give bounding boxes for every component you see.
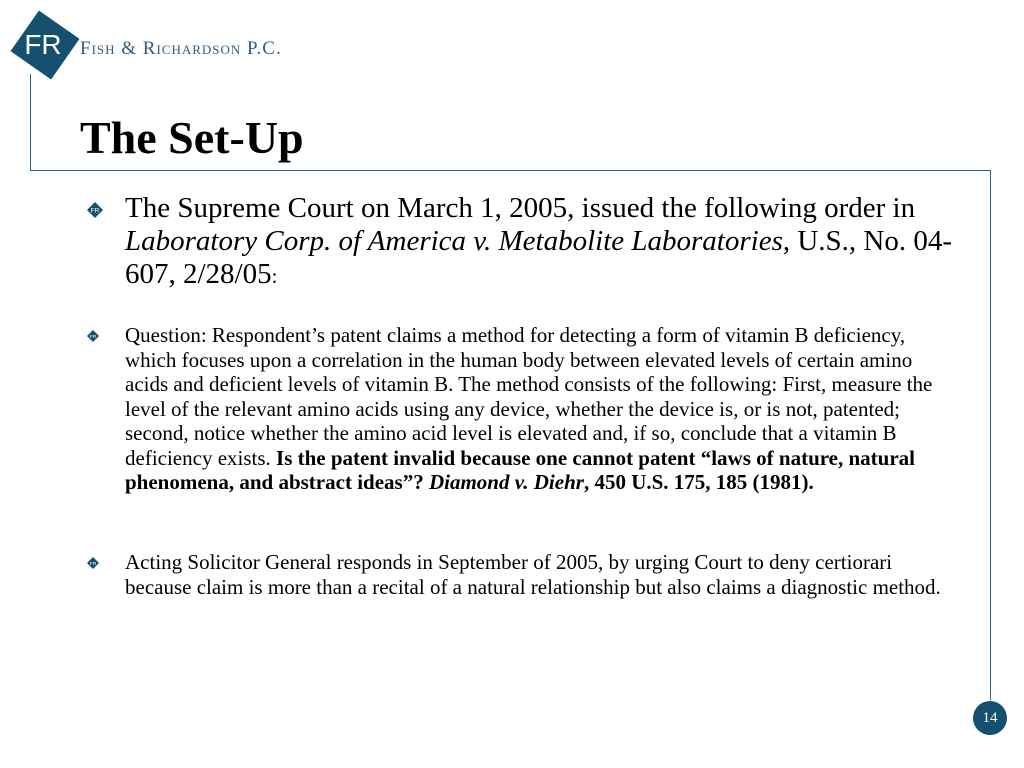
page-number-badge: 14 [973, 701, 1007, 735]
slide-title: The Set-Up [80, 112, 304, 163]
bullet-3-text: Acting Solicitor General responds in September of 2005, by urging Court to deny certiorari because claim is more than a recital of a natural relationship but also claims a diagnostic method. [125, 550, 941, 599]
fr-logo-bullet-icon [87, 330, 99, 342]
bullet-1-case-name: Laboratory Corp. of America v. Metabolite Laboratories [125, 225, 783, 257]
frame-line-left [30, 74, 31, 170]
frame-line-horizontal [30, 170, 990, 171]
bullet-1-part2: , U.S., No. 04-607, 2/28/05 [125, 225, 953, 290]
svg-text:FR: FR [89, 334, 97, 340]
bullet-1-part1: The Supreme Court on March 1, 2005, issued the following order in [125, 192, 916, 224]
fr-logo-bullet-icon [87, 202, 103, 218]
bullet-1-colon: : [271, 264, 278, 288]
frame-line-right [990, 170, 991, 700]
bullet-1-text [125, 192, 955, 293]
svg-text:FR: FR [90, 207, 100, 215]
firm-name: Fish & Richardson P.C. [80, 38, 282, 59]
bullet-2-bold-question: Is the patent invalid because one cannot patent “laws of nature, natural phenomena, and abstract ideas”? [125, 445, 916, 494]
bullet-2-bold-case-name: Diamond v. Diehr [428, 470, 584, 494]
bullet-2-question-text: Question: Respondent’s patent claims a method for detecting a form of vitamin B deficiency, which focuses upon a correlation in the human body between elevated levels of certain amino acids and deficient levels of vitamin B. The method consists of the following: First, measure the level of the relevant amino acids using any device, whether the device is, or is not, patented; second, notice whether the amino acid level is elevated and, if so, conclude that a vitamin B deficiency exists. [125, 323, 933, 470]
svg-text:FR: FR [89, 561, 97, 567]
bullet-2-bold-citation: , 450 U.S. 175, 185 (1981). [583, 470, 814, 494]
bullet-2-text [125, 323, 955, 495]
fr-logo-bullet-icon [87, 557, 99, 569]
fish-richardson-logo [10, 10, 80, 80]
logo-text: FR [24, 29, 62, 60]
